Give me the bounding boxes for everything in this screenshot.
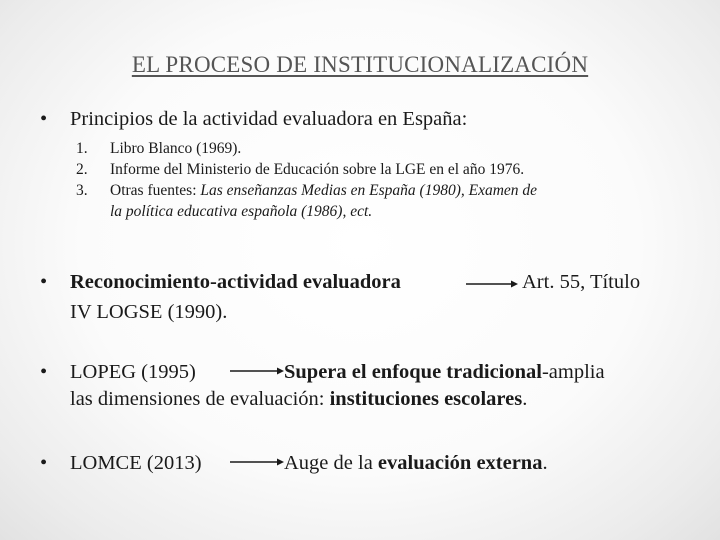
- list-number: 2.: [76, 161, 88, 178]
- lopeg-line2-bold: instituciones escolares: [329, 388, 523, 410]
- bullet-dot: •: [40, 361, 48, 383]
- list-text: [110, 180, 537, 201]
- lopeg-start: LOPEG (1995): [70, 361, 196, 383]
- list-text-prefix: Otras fuentes:: [110, 182, 201, 199]
- list-text: [110, 201, 372, 222]
- lopeg-line2-plain: las dimensiones de evaluación:: [70, 388, 330, 410]
- reconocimiento-after-arrow: Art. 55, Título: [522, 271, 641, 293]
- list-text-italic-2: la política educativa española (1986), ect.: [110, 203, 373, 220]
- reconocimiento-line2: IV LOGSE (1990).: [70, 301, 228, 323]
- principios-heading: Principios de la actividad evaluadora en España:: [70, 108, 468, 130]
- lomce-bold: evaluación externa: [377, 452, 543, 474]
- lomce-start: LOMCE (2013): [70, 452, 202, 474]
- list-text: Informe del Ministerio de Educación sobre la LGE en el año 1976.: [110, 161, 525, 178]
- reconocimiento-bold: Reconocimiento-actividad evaluadora: [70, 271, 401, 293]
- lopeg-line1: [284, 359, 605, 385]
- arrow-icon: [230, 365, 284, 377]
- lopeg-rest: -amplia: [541, 361, 605, 383]
- bullet-dot: •: [40, 271, 48, 293]
- list-text: Libro Blanco (1969).: [110, 140, 242, 157]
- list-text-italic: Las enseñanzas Medias en España (1980), Examen de: [200, 182, 538, 199]
- lomce-end: .: [542, 452, 548, 474]
- lomce-line: [284, 450, 548, 476]
- arrow-icon: [230, 456, 284, 468]
- list-number: 3.: [76, 182, 88, 199]
- list-number: 1.: [76, 140, 88, 157]
- bullet-dot: •: [40, 108, 48, 130]
- bullet-dot: •: [40, 452, 48, 474]
- arrow-icon: [466, 278, 518, 290]
- lopeg-line2-end: .: [522, 388, 528, 410]
- lopeg-bold: Supera el enfoque tradicional: [284, 361, 542, 383]
- slide-title: EL PROCESO DE INSTITUCIONALIZACIÓN: [131, 52, 589, 77]
- lomce-plain: Auge de la: [284, 452, 378, 474]
- lopeg-line2: [70, 386, 527, 412]
- reconocimiento-line1: [70, 269, 401, 295]
